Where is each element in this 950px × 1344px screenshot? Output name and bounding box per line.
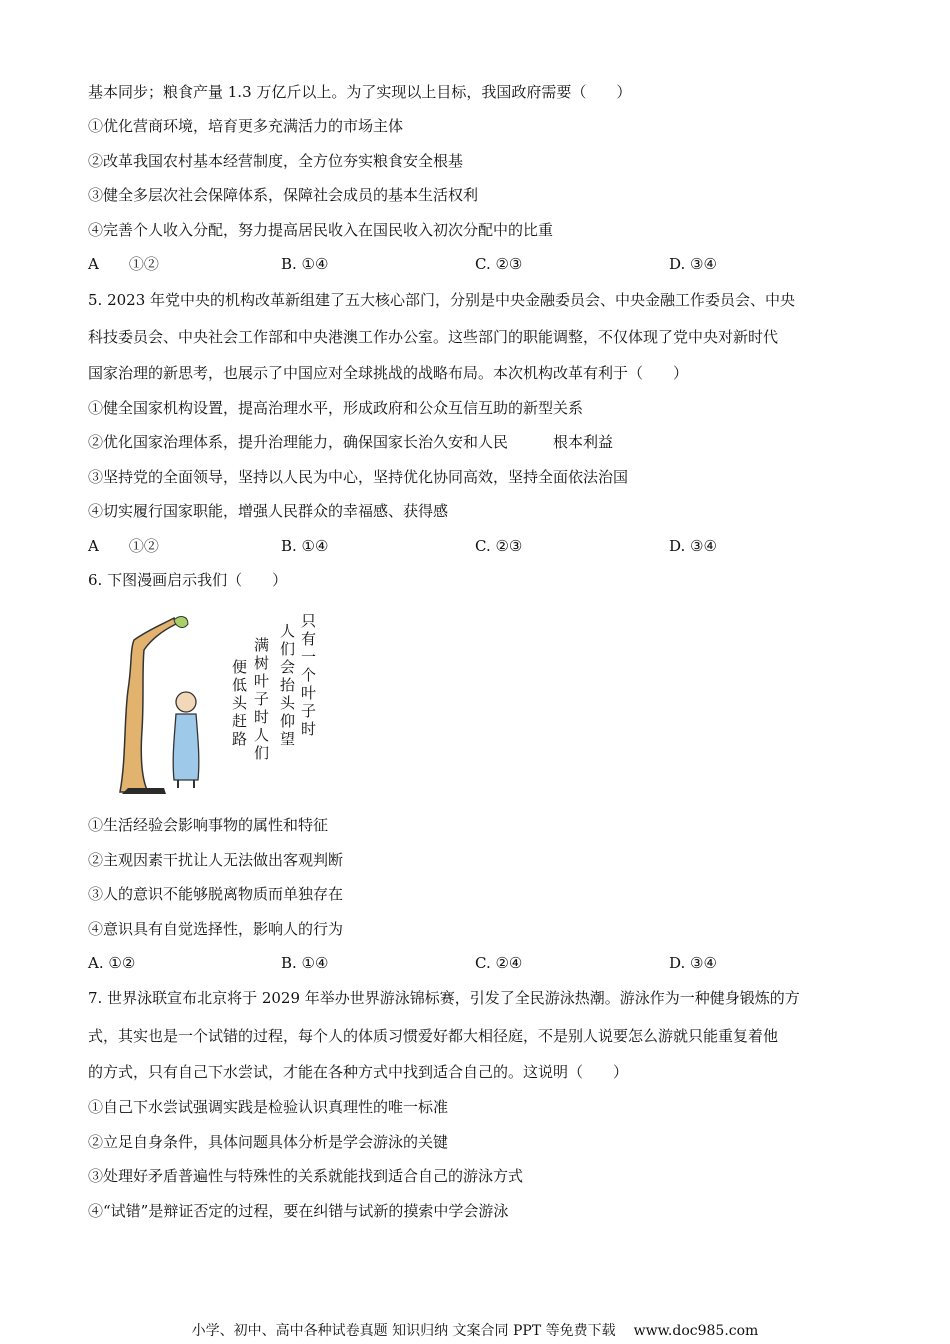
q5-stem-line-3: 国家治理的新思考，也展示了中国应对全球挑战的战略布局。本次机构改革有利于（ ）: [88, 364, 689, 382]
q5-item-4: ④切实履行国家职能，增强人民群众的幸福感、获得感: [88, 502, 449, 520]
q4-option-a: A ①②: [88, 255, 159, 273]
q4-option-c: C. ②③: [475, 255, 523, 273]
q7-stem-line-3: 的方式，只有自己下水尝试，才能在各种方式中找到适合自己的。这说明（ ）: [88, 1063, 629, 1081]
cartoon-illustration: [108, 610, 320, 794]
q6-option-c: C. ②④: [475, 954, 523, 972]
q5-options: [88, 536, 868, 556]
q5-stem-line-2: 科技委员会、中央社会工作部和中央港澳工作办公室。这些部门的职能调整，不仅体现了党中央对新时代: [88, 328, 779, 346]
q5-option-a: A ①②: [88, 537, 159, 555]
page-footer: [0, 1322, 950, 1340]
tree-trunk: [120, 618, 176, 792]
q6-stem: 6. 下图漫画启示我们（ ）: [88, 571, 288, 589]
q5-option-d: D. ③④: [669, 537, 717, 555]
leaf-icon: [174, 617, 188, 628]
q6-options: [88, 953, 868, 973]
q6-item-1: ①生活经验会影响事物的属性和特征: [88, 816, 329, 834]
cartoon-caption: 只有一个叶子时 人们会抬头仰望 满树叶子时人们 便低头赶路: [232, 612, 317, 762]
q6-item-4: ④意识具有自觉选择性，影响人的行为: [88, 920, 344, 938]
q5-item-3: ③坚持党的全面领导，坚持以人民为中心，坚持优化协同高效，坚持全面依法治国: [88, 468, 629, 486]
q7-item-3: ③处理好矛盾普遍性与特殊性的关系就能找到适合自己的游泳方式: [88, 1167, 524, 1185]
q6-option-b: B. ①④: [281, 954, 329, 972]
q6-option-a: A. ①②: [88, 954, 136, 972]
q5-option-c: C. ②③: [475, 537, 523, 555]
q4-option-b: B. ①④: [281, 255, 329, 273]
q7-item-4: ④“试错”是辩证否定的过程，要在纠错与试新的摸索中学会游泳: [88, 1202, 509, 1220]
q4-item-3: ③健全多层次社会保障体系，保障社会成员的基本生活权利: [88, 186, 479, 204]
q6-item-2: ②主观因素干扰让人无法做出客观判断: [88, 851, 344, 869]
q4-stem-end: 基本同步；粮食产量 1.3 万亿斤以上。为了实现以上目标，我国政府需要（ ）: [88, 83, 632, 101]
q4-item-4: ④完善个人收入分配，努力提高居民收入在国民收入初次分配中的比重: [88, 221, 554, 239]
q4-item-2: ②改革我国农村基本经营制度，全方位夯实粮食安全根基: [88, 152, 464, 170]
q5-item-1: ①健全国家机构设置，提高治理水平，形成政府和公众互信互助的新型关系: [88, 399, 584, 417]
q5-option-b: B. ①④: [281, 537, 329, 555]
q4-option-d: D. ③④: [669, 255, 717, 273]
q7-stem-line-1: 7. 世界泳联宣布北京将于 2029 年举办世界游泳锦标赛，引发了全民游泳热潮。游泳作为一种健身锻炼的方: [88, 989, 800, 1007]
ground-shadow: [122, 788, 166, 794]
person-body: [173, 714, 199, 780]
q5-item-2: ②优化国家治理体系，提升治理能力，确保国家长治久安和人民 根本利益: [88, 433, 614, 451]
q7-stem-line-2: 式，其实也是一个试错的过程，每个人的体质习惯爱好都大相径庭，不是别人说要怎么游就只能重复着他: [88, 1027, 779, 1045]
q7-item-2: ②立足自身条件，具体问题具体分析是学会游泳的关键: [88, 1133, 449, 1151]
q6-option-d: D. ③④: [669, 954, 717, 972]
q6-item-3: ③人的意识不能够脱离物质而单独存在: [88, 885, 344, 903]
footer-url[interactable]: www.doc985.com: [633, 1323, 759, 1339]
footer-text: 小学、初中、高中各种试卷真题 知识归纳 文案合同 PPT 等免费下载: [191, 1323, 616, 1339]
q4-options: [88, 254, 868, 274]
q4-item-1: ①优化营商环境，培育更多充满活力的市场主体: [88, 117, 404, 135]
cartoon-image: [108, 610, 320, 794]
q7-item-1: ①自己下水尝试强调实践是检验认识真理性的唯一标准: [88, 1098, 449, 1116]
q5-stem-line-1: 5. 2023 年党中央的机构改革新组建了五大核心部门，分别是中央金融委员会、中央金融工作委员会、中央: [88, 291, 796, 309]
person-head: [176, 692, 196, 712]
person-legs: [178, 780, 194, 788]
